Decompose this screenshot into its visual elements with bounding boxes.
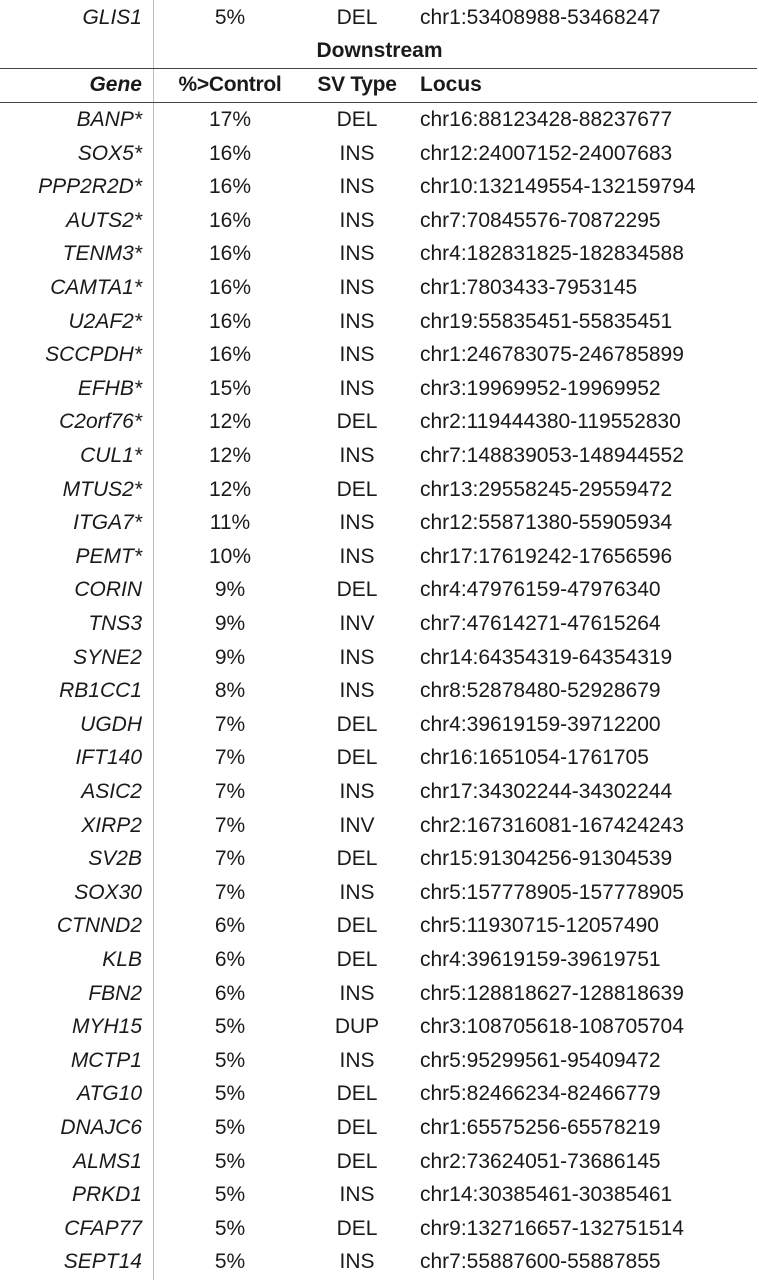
percent-cell: 7%	[214, 746, 246, 770]
table-row	[0, 641, 759, 675]
locus-cell: chr7:47614271-47615264	[420, 612, 661, 635]
locus-cell: chr1:246783075-246785899	[420, 343, 684, 367]
locus-cell: chr14:30385461-30385461	[420, 1183, 673, 1207]
percent-cell: 5%	[214, 1183, 246, 1207]
gene-cell: XIRP2	[81, 813, 142, 837]
locus-column-header: Locus	[420, 73, 482, 96]
table-row	[0, 1145, 759, 1179]
sv-type-cell: INS	[339, 444, 375, 467]
percent-cell: 16%	[208, 343, 252, 367]
locus-cell: chr12:55871380-55905934	[420, 511, 673, 535]
gene-cell: MTUS2*	[62, 477, 142, 501]
sv-type-cell: DEL	[336, 1149, 378, 1173]
table-row	[0, 674, 759, 708]
sv-type-cell: DEL	[336, 477, 378, 501]
percent-cell: 16%	[208, 208, 252, 232]
table-row	[0, 540, 759, 574]
percent-cell: 5%	[214, 1250, 246, 1274]
gene-cell: GLIS1	[82, 6, 142, 29]
gene-cell: PEMT*	[75, 544, 142, 568]
percent-cell: 9%	[214, 578, 246, 602]
locus-cell: chr2:119444380-119552830	[420, 410, 681, 434]
gene-cell: MYH15	[71, 1015, 142, 1039]
gene-cell: ALMS1	[73, 1149, 142, 1173]
table-row	[0, 1245, 759, 1279]
table-row	[0, 372, 759, 406]
percent-cell: 16%	[208, 276, 252, 299]
table-row	[0, 271, 759, 305]
locus-cell: chr5:157778905-157778905	[420, 880, 684, 904]
percent-column-header: %>Control	[178, 73, 282, 96]
locus-cell: chr4:39619159-39619751	[420, 948, 661, 971]
locus-cell: chr7:55887600-55887855	[420, 1250, 661, 1274]
table-row	[0, 842, 759, 876]
gene-cell: TNS3	[88, 612, 142, 635]
sv-type-cell: INS	[339, 309, 375, 333]
gene-cell: SEPT14	[63, 1250, 142, 1274]
percent-cell: 11%	[209, 511, 251, 535]
locus-cell: chr19:55835451-55835451	[420, 309, 673, 333]
sv-type-cell: DEL	[336, 578, 378, 602]
percent-cell: 10%	[208, 544, 252, 568]
locus-cell: chr17:34302244-34302244	[420, 780, 673, 803]
locus-cell: chr14:64354319-64354319	[420, 645, 673, 669]
sv-type-cell: INV	[339, 612, 375, 635]
percent-cell: 17%	[208, 108, 252, 131]
section-title: Downstream	[316, 39, 443, 62]
gene-cell: FBN2	[88, 981, 142, 1005]
sv-type-cell: DUP	[334, 1015, 380, 1039]
percent-cell: 16%	[208, 175, 252, 199]
sv-type-cell: INS	[339, 880, 375, 904]
gene-cell: CTNND2	[56, 914, 142, 938]
table-row	[0, 1077, 759, 1111]
sv-type-cell: INS	[339, 511, 375, 535]
sv-type-cell: INS	[339, 780, 375, 803]
sv-type-cell: INS	[339, 175, 375, 199]
table-row	[0, 775, 759, 809]
gene-cell: RB1CC1	[59, 679, 142, 703]
locus-cell: chr3:19969952-19969952	[420, 376, 661, 400]
sv-type-cell: INS	[339, 544, 375, 568]
gene-cell: PRKD1	[71, 1183, 142, 1207]
sv-type-cell: INS	[339, 141, 375, 165]
sv-type-cell: INS	[339, 1250, 375, 1274]
locus-cell: chr3:108705618-108705704	[420, 1015, 684, 1039]
sv-type-cell: INS	[339, 1048, 375, 1072]
table-row	[0, 1044, 759, 1078]
table-row	[0, 405, 759, 439]
percent-cell: 12%	[208, 477, 252, 501]
percent-cell: 5%	[214, 1015, 246, 1039]
percent-cell: 16%	[208, 141, 252, 165]
locus-cell: chr5:11930715-12057490	[420, 914, 659, 938]
gene-cell: CAMTA1*	[50, 276, 142, 299]
locus-cell: chr1:53408988-53468247	[420, 6, 661, 29]
percent-cell: 5%	[214, 1216, 246, 1240]
table-row	[0, 473, 759, 507]
locus-cell: chr7:70845576-70872295	[420, 208, 661, 232]
percent-cell: 5%	[214, 1149, 246, 1173]
table-row	[0, 338, 759, 372]
locus-cell: chr4:39619159-39712200	[420, 712, 661, 736]
gene-cell: ATG10	[77, 1082, 142, 1106]
locus-cell: chr8:52878480-52928679	[420, 679, 661, 703]
locus-cell: chr2:73624051-73686145	[420, 1149, 661, 1173]
gene-cell: CORIN	[74, 578, 142, 602]
gene-cell: SOX5*	[77, 141, 142, 165]
percent-cell: 7%	[214, 880, 246, 904]
locus-cell: chr9:132716657-132751514	[420, 1216, 684, 1240]
sv-type-cell: DEL	[336, 1082, 378, 1106]
percent-cell: 12%	[208, 410, 252, 434]
percent-cell: 7%	[214, 712, 246, 736]
gene-cell: SCCPDH*	[45, 343, 142, 367]
table-row	[0, 1178, 759, 1212]
table-row	[0, 1111, 759, 1145]
locus-cell: chr12:24007152-24007683	[420, 141, 673, 165]
locus-cell: chr4:47976159-47976340	[420, 578, 661, 602]
sv-type-cell: INV	[339, 813, 375, 837]
percent-cell: 6%	[214, 981, 246, 1005]
percent-cell: 7%	[214, 847, 246, 871]
percent-cell: 9%	[214, 645, 246, 669]
sv-type-cell: DEL	[336, 410, 378, 434]
table-row	[0, 1212, 759, 1246]
table-row	[0, 103, 759, 137]
table-row	[0, 170, 759, 204]
table-row	[0, 708, 759, 742]
percent-cell: 16%	[208, 242, 252, 266]
sv-type-cell: INS	[339, 1183, 375, 1207]
sv-type-cell: INS	[339, 276, 375, 299]
locus-cell: chr2:167316081-167424243	[420, 813, 684, 837]
sv-type-cell: DEL	[336, 1116, 378, 1139]
gene-cell: CUL1*	[80, 444, 142, 467]
table-row	[0, 909, 759, 943]
table-row	[0, 237, 759, 271]
sv-type-cell: INS	[339, 645, 375, 669]
gene-cell: U2AF2*	[68, 309, 142, 333]
gene-cell: MCTP1	[70, 1048, 142, 1072]
sv-type-cell: INS	[339, 981, 375, 1005]
sv-type-cell: DEL	[336, 6, 378, 29]
locus-cell: chr10:132149554-132159794	[420, 175, 696, 199]
table-row	[0, 607, 759, 641]
percent-cell: 7%	[214, 780, 246, 803]
locus-cell: chr5:128818627-128818639	[420, 981, 684, 1005]
sv-type-cell: INS	[339, 376, 375, 400]
table-row	[0, 204, 759, 238]
gene-cell: UGDH	[80, 712, 142, 736]
locus-cell: chr1:7803433-7953145	[420, 276, 638, 299]
gene-cell: C2orf76*	[59, 410, 142, 434]
sv-type-cell: INS	[339, 242, 375, 266]
gene-cell: SYNE2	[73, 645, 142, 669]
sv-type-column-header: SV Type	[317, 73, 397, 96]
locus-cell: chr13:29558245-29559472	[420, 477, 673, 501]
sv-type-cell: INS	[339, 208, 375, 232]
percent-cell: 16%	[208, 309, 252, 333]
gene-cell: PPP2R2D*	[38, 175, 142, 199]
locus-cell: chr15:91304256-91304539	[420, 847, 673, 871]
table-row	[0, 876, 759, 910]
locus-cell: chr5:95299561-95409472	[420, 1048, 661, 1072]
gene-cell: SOX30	[74, 880, 142, 904]
gene-cell: ASIC2	[81, 780, 142, 803]
gene-cell: TENM3*	[62, 242, 142, 266]
locus-cell: chr4:182831825-182834588	[420, 242, 684, 266]
locus-cell: chr17:17619242-17656596	[420, 544, 673, 568]
table-row	[0, 506, 759, 540]
locus-cell: chr7:148839053-148944552	[420, 444, 684, 467]
gene-cell: BANP*	[76, 108, 142, 131]
gene-cell: IFT140	[75, 746, 142, 770]
table-row	[0, 137, 759, 171]
table-row	[0, 943, 759, 977]
table-row	[0, 305, 759, 339]
gene-cell: ITGA7*	[73, 511, 142, 535]
locus-cell: chr16:88123428-88237677	[420, 108, 673, 131]
percent-cell: 5%	[214, 6, 246, 29]
locus-cell: chr16:1651054-1761705	[420, 746, 649, 770]
table-header	[0, 68, 759, 102]
percent-cell: 5%	[214, 1116, 246, 1139]
percent-cell: 5%	[214, 1048, 246, 1072]
sv-type-cell: DEL	[336, 108, 378, 131]
percent-cell: 15%	[208, 376, 252, 400]
sv-type-cell: DEL	[336, 1216, 378, 1240]
gene-cell: AUTS2*	[66, 208, 142, 232]
table-row	[0, 1, 759, 35]
table-row	[0, 573, 759, 607]
table-row	[0, 809, 759, 843]
percent-cell: 12%	[208, 444, 252, 467]
table-row	[0, 741, 759, 775]
table-row	[0, 439, 759, 473]
table-row	[0, 1010, 759, 1044]
sv-type-cell: DEL	[336, 914, 378, 938]
gene-cell: CFAP77	[64, 1216, 142, 1240]
percent-cell: 6%	[214, 948, 246, 971]
percent-cell: 7%	[214, 813, 246, 837]
gene-cell: EFHB*	[77, 376, 142, 400]
percent-cell: 8%	[214, 679, 246, 703]
gene-column-header: Gene	[89, 73, 142, 96]
sv-type-cell: DEL	[336, 712, 378, 736]
percent-cell: 5%	[214, 1082, 246, 1106]
sv-type-cell: DEL	[336, 948, 378, 971]
sv-type-cell: INS	[339, 343, 375, 367]
gene-cell: DNAJC6	[60, 1116, 142, 1139]
locus-cell: chr5:82466234-82466779	[420, 1082, 661, 1106]
percent-cell: 9%	[214, 612, 246, 635]
table-row	[0, 977, 759, 1011]
sv-type-cell: DEL	[336, 847, 378, 871]
sv-type-cell: INS	[339, 679, 375, 703]
locus-cell: chr1:65575256-65578219	[420, 1116, 661, 1139]
gene-cell: KLB	[102, 948, 142, 971]
sv-type-cell: DEL	[336, 746, 378, 770]
gene-cell: SV2B	[88, 847, 142, 871]
percent-cell: 6%	[214, 914, 246, 938]
